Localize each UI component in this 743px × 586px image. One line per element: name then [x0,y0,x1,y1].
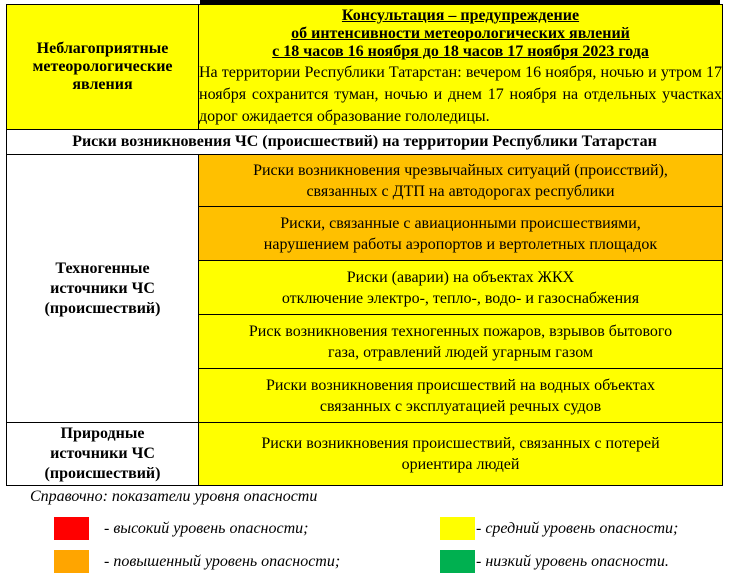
technogenic-category [7,155,199,423]
risks-heading: Риски возникновения ЧС (происшествий) на территории Республики Татарстан [7,130,723,155]
risk-row [199,207,723,261]
risk-text-line1: Риски, связанные с авиационными происшествиями, [280,214,641,232]
natural-category-label: Природные источники ЧС (происшествий) [44,425,161,482]
risk-text-line2: ориентира людей [401,456,520,473]
legend-swatch-low [440,550,475,573]
legend-title: Справочно: показатели уровня опасности [30,488,318,505]
meteo-phenomena-heading: Неблагоприятные метеорологические явления [7,5,199,130]
risk-text-line2: нарушением работы аэропортов и вертолетных площадок [263,235,658,253]
consultation-title-line3: с 18 часов 16 ноября до 18 часов 17 ноября 2023 года [272,43,649,60]
risk-text-line1: Риск возникновения техногенных пожаров, взрывов бытового [248,322,673,340]
risk-text-line1: Риски возникновения происшествий, связанных с потерей [261,435,660,452]
consultation-text: На территории Республики Татарстан: вечером 16 ноября, ночью и утром 17 ноября сохранится туман, ночью и днем 17 ноября на отдельных участках дорог ожидается образование гололедицы. [199,64,722,125]
consultation-title-line1: Консультация – предупреждение [341,7,580,24]
risk-row [199,155,723,207]
risk-text-line1: Риски возникновения происшествий на водных объектах [265,376,656,394]
risk-row [199,423,723,486]
risk-row [199,261,723,315]
risk-text-line2: связанных с эксплуатацией речных судов [319,397,602,415]
risk-text-line1: Риски возникновения чрезвычайных ситуаций (происствий), [253,161,668,179]
legend-label-high: - высокий уровень опасности; [104,520,309,537]
consultation-title-line2: об интенсивности метеорологических явлений [291,25,630,42]
natural-category [7,423,199,486]
risk-text-line1: Риски (аварии) на объектах ЖКХ [346,268,575,286]
legend-label-elevated: - повышенный уровень опасности; [104,553,341,570]
risk-row [199,369,723,423]
risk-text-line2: отключение электро-, тепло-, водо- и газоснабжения [281,289,640,307]
legend-swatch-elevated [54,550,89,573]
consultation-cell [199,5,723,130]
legend-swatch-high [54,517,89,540]
risk-row [199,315,723,369]
legend-label-medium: - средний уровень опасности; [476,520,679,537]
risk-text-line2: связанных с ДТП на автодорогах республики [306,182,615,200]
legend-label-low: - низкий уровень опасности. [476,553,669,570]
risk-text-line2: газа, отравлений людей угарным газом [327,343,594,361]
technogenic-category-label: Техногенные источники ЧС (происшествий) [44,259,161,317]
risk-table [6,4,723,486]
legend-swatch-medium [440,517,475,540]
